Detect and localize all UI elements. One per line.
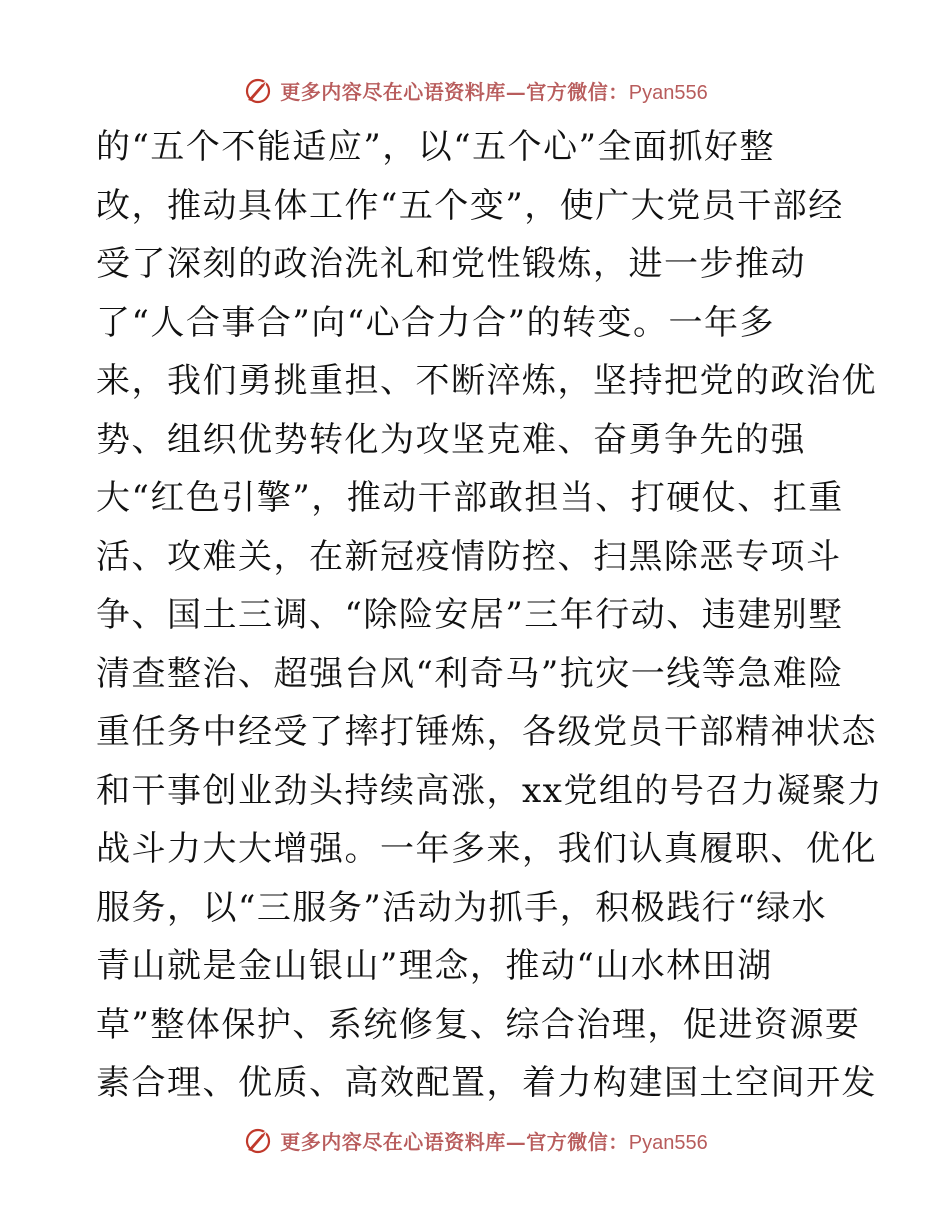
header-site-text: 更多内容尽在心语资料库 <box>280 79 506 104</box>
document-body <box>96 118 883 1113</box>
header-wechat-label: 官方微信： <box>526 79 629 104</box>
text-line-11: 重任务中经受了摔打锤炼，各级党员干部精神状态 <box>96 712 877 752</box>
text-line-14: 服务，以“三服务”活动为抓手，积极践行“绿水 <box>96 887 828 928</box>
text-line-3: 受了深刻的政治洗礼和党性锻炼，进一步推动 <box>96 244 806 284</box>
footer-wechat-label: 官方微信： <box>526 1129 629 1154</box>
text-line-17: 素合理、优质、高效配置，着力构建国土空间开发 <box>96 1063 877 1103</box>
text-line-1: 的“五个不能适应”，以“五个心”全面抓好整 <box>96 127 776 167</box>
header-wechat-id: Pyan556 <box>628 81 708 104</box>
text-line-7: 大“红色引擎”，推动干部敢担当、打硬仗、扛重 <box>96 478 844 518</box>
footer-watermark <box>0 1120 950 1160</box>
text-line-15: 青山就是金山银山”理念，推动“山水林田湖 <box>96 946 773 986</box>
text-line-12: 和干事创业劲头持续高涨，xx党组的号召力凝聚力 <box>96 770 883 811</box>
pen-quill-logo-icon <box>242 74 274 106</box>
text-line-5: 来，我们勇挑重担、不断淬炼，坚持把党的政治优 <box>96 361 877 401</box>
text-line-6: 势、组织优势转化为攻坚克难、奋勇争先的强 <box>96 419 806 460</box>
text-line-9: 争、国土三调、“除险安居”三年行动、违建别墅 <box>96 595 844 635</box>
text-line-4: 了“人合事合”向“心合力合”的转变。一年多 <box>96 302 776 343</box>
pen-quill-logo-icon <box>242 1124 274 1156</box>
footer-site-text: 更多内容尽在心语资料库 <box>280 1129 506 1154</box>
footer-dash: — <box>505 1129 527 1154</box>
text-line-10: 清查整治、超强台风“利奇马”抗灾一线等急难险 <box>96 653 844 694</box>
footer-wechat-id: Pyan556 <box>628 1131 708 1154</box>
text-line-8: 活、攻难关，在新冠疫情防控、扫黑除恶专项斗 <box>96 536 842 577</box>
text-line-2: 改，推动具体工作“五个变”，使广大党员干部经 <box>96 185 844 226</box>
footer-banner-text <box>280 1126 707 1155</box>
header-banner-text <box>280 76 707 105</box>
header-watermark <box>0 70 950 110</box>
text-line-13: 战斗力大大增强。一年多来，我们认真履职、优化 <box>96 829 877 869</box>
text-line-16: 草”整体保护、系统修复、综合治理，促进资源要 <box>96 1004 861 1045</box>
header-dash: — <box>505 79 527 104</box>
